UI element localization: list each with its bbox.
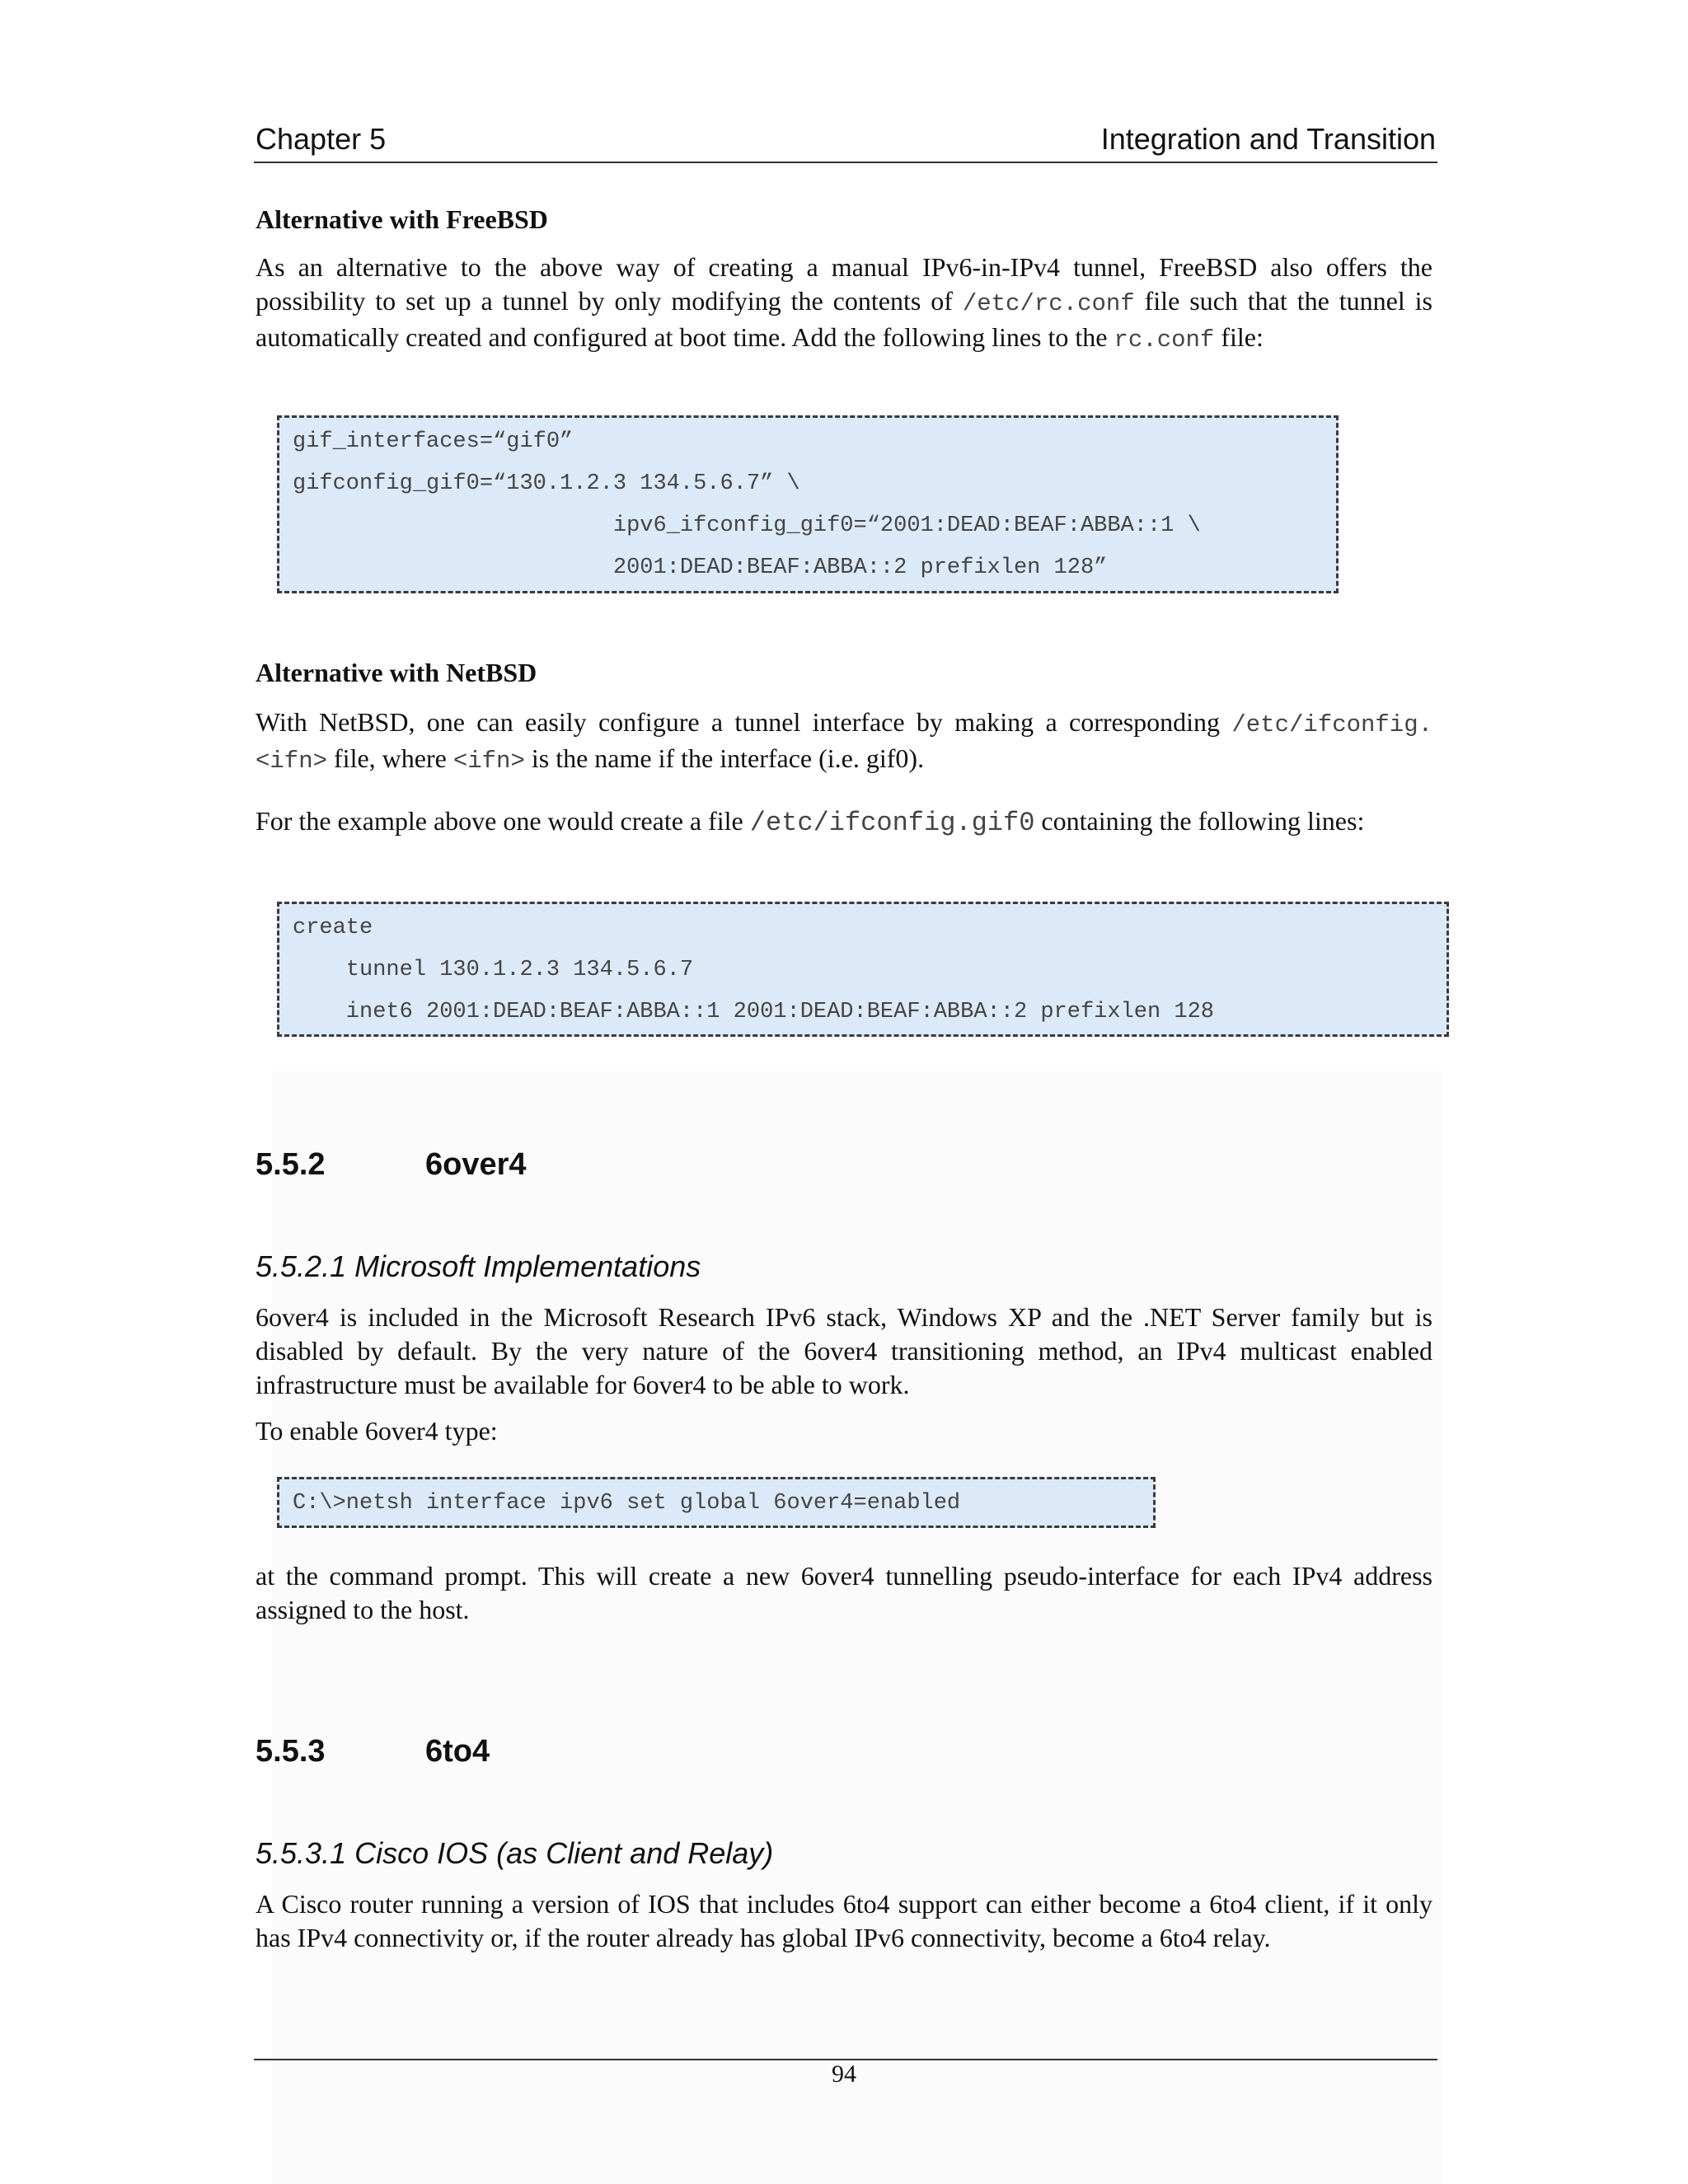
s552-paragraph-2: To enable 6over4 type:	[256, 1416, 498, 1446]
freebsd-heading: Alternative with FreeBSD	[256, 204, 548, 234]
section-5-5-3-number: 5.5.3	[256, 1734, 326, 1769]
section-5-5-3-title: 6to4	[425, 1734, 490, 1769]
code-line: gif_interfaces=“gif0”	[293, 429, 574, 454]
code-line: C:\>netsh interface ipv6 set global 6over4=enabled	[293, 1491, 961, 1516]
background-panel	[272, 1071, 1442, 2184]
netbsd-text-2: file, where	[334, 743, 447, 773]
freebsd-text-3: file:	[1221, 322, 1264, 352]
section-5-5-2-title: 6over4	[425, 1147, 527, 1182]
netbsd-text-1: With NetBSD, one can easily configure a tunnel interface by making a corresponding	[256, 707, 1221, 737]
code-line: create	[293, 916, 373, 940]
code-line: gifconfig_gif0=“130.1.2.3 134.5.6.7” \	[293, 471, 800, 496]
ifn-placeholder: <ifn>	[452, 748, 525, 775]
code-line: tunnel 130.1.2.3 134.5.6.7	[293, 958, 694, 982]
netsh-code-block	[277, 1477, 1156, 1528]
code-line: ipv6_ifconfig_gif0=“2001:DEAD:BEAF:ABBA::1 \	[293, 513, 1201, 538]
s553-paragraph-1: A Cisco router running a version of IOS that includes 6to4 support can either become a 6to4 client, if it only has IPv4 connectivity or, if the router already has global IPv6 connectivity, become a 6to4 relay.	[256, 1889, 1432, 1952]
freebsd-text-2: file such that the tunnel is automatically created and configured at boot time. Add the following lines to the	[256, 286, 1433, 352]
netbsd-heading: Alternative with NetBSD	[256, 658, 537, 687]
section-5-5-2-number: 5.5.2	[256, 1147, 326, 1182]
header-chapter: Chapter 5	[256, 122, 387, 156]
subsection-5-5-3-1-heading: 5.5.3.1 Cisco IOS (as Client and Relay)	[256, 1836, 774, 1870]
netbsd-text-4: For the example above one would create a file	[256, 806, 743, 836]
ifconfig-ifn-path: /etc/ifconfig.<ifn>	[256, 711, 1433, 775]
page-header	[254, 122, 1437, 163]
netbsd-code-block	[277, 902, 1449, 1037]
freebsd-paragraph	[256, 251, 1432, 357]
ifconfig-gif0-path: /etc/ifconfig.gif0	[749, 808, 1035, 838]
netbsd-text-3: is the name if the interface (i.e. gif0).	[531, 743, 925, 773]
s552-paragraph-3: at the command prompt. This will create a new 6over4 tunnelling pseudo-interface for each IPv4 address assigned to the host.	[256, 1561, 1432, 1624]
netbsd-paragraph-2	[256, 804, 1432, 840]
code-line: inet6 2001:DEAD:BEAF:ABBA::1 2001:DEAD:BEAF:ABBA::2 prefixlen 128	[293, 1000, 1214, 1024]
header-title: Integration and Transition	[1100, 122, 1436, 156]
rc-conf-file: rc.conf	[1114, 326, 1215, 354]
page-number: 94	[832, 2060, 856, 2088]
subsection-5-5-2-1-heading: 5.5.2.1 Microsoft Implementations	[256, 1249, 701, 1283]
netbsd-paragraph-1	[256, 705, 1432, 778]
freebsd-text-1: As an alternative to the above way of creating a manual IPv6-in-IPv4 tunnel, FreeBSD also offers the possibility to set up a tunnel by only modifying the contents of	[256, 252, 1432, 316]
freebsd-code-block	[277, 415, 1339, 593]
code-line: 2001:DEAD:BEAF:ABBA::2 prefixlen 128”	[293, 555, 1108, 580]
rc-conf-path: /etc/rc.conf	[962, 290, 1135, 317]
s552-paragraph-1: 6over4 is included in the Microsoft Research IPv6 stack, Windows XP and the .NET Server family but is disabled by default. By the very nature of the 6over4 transitioning method, an IPv4 multicast enabled infrastructure must be available for 6over4 to be able to work.	[256, 1302, 1432, 1399]
netbsd-text-5: containing the following lines:	[1041, 806, 1365, 836]
